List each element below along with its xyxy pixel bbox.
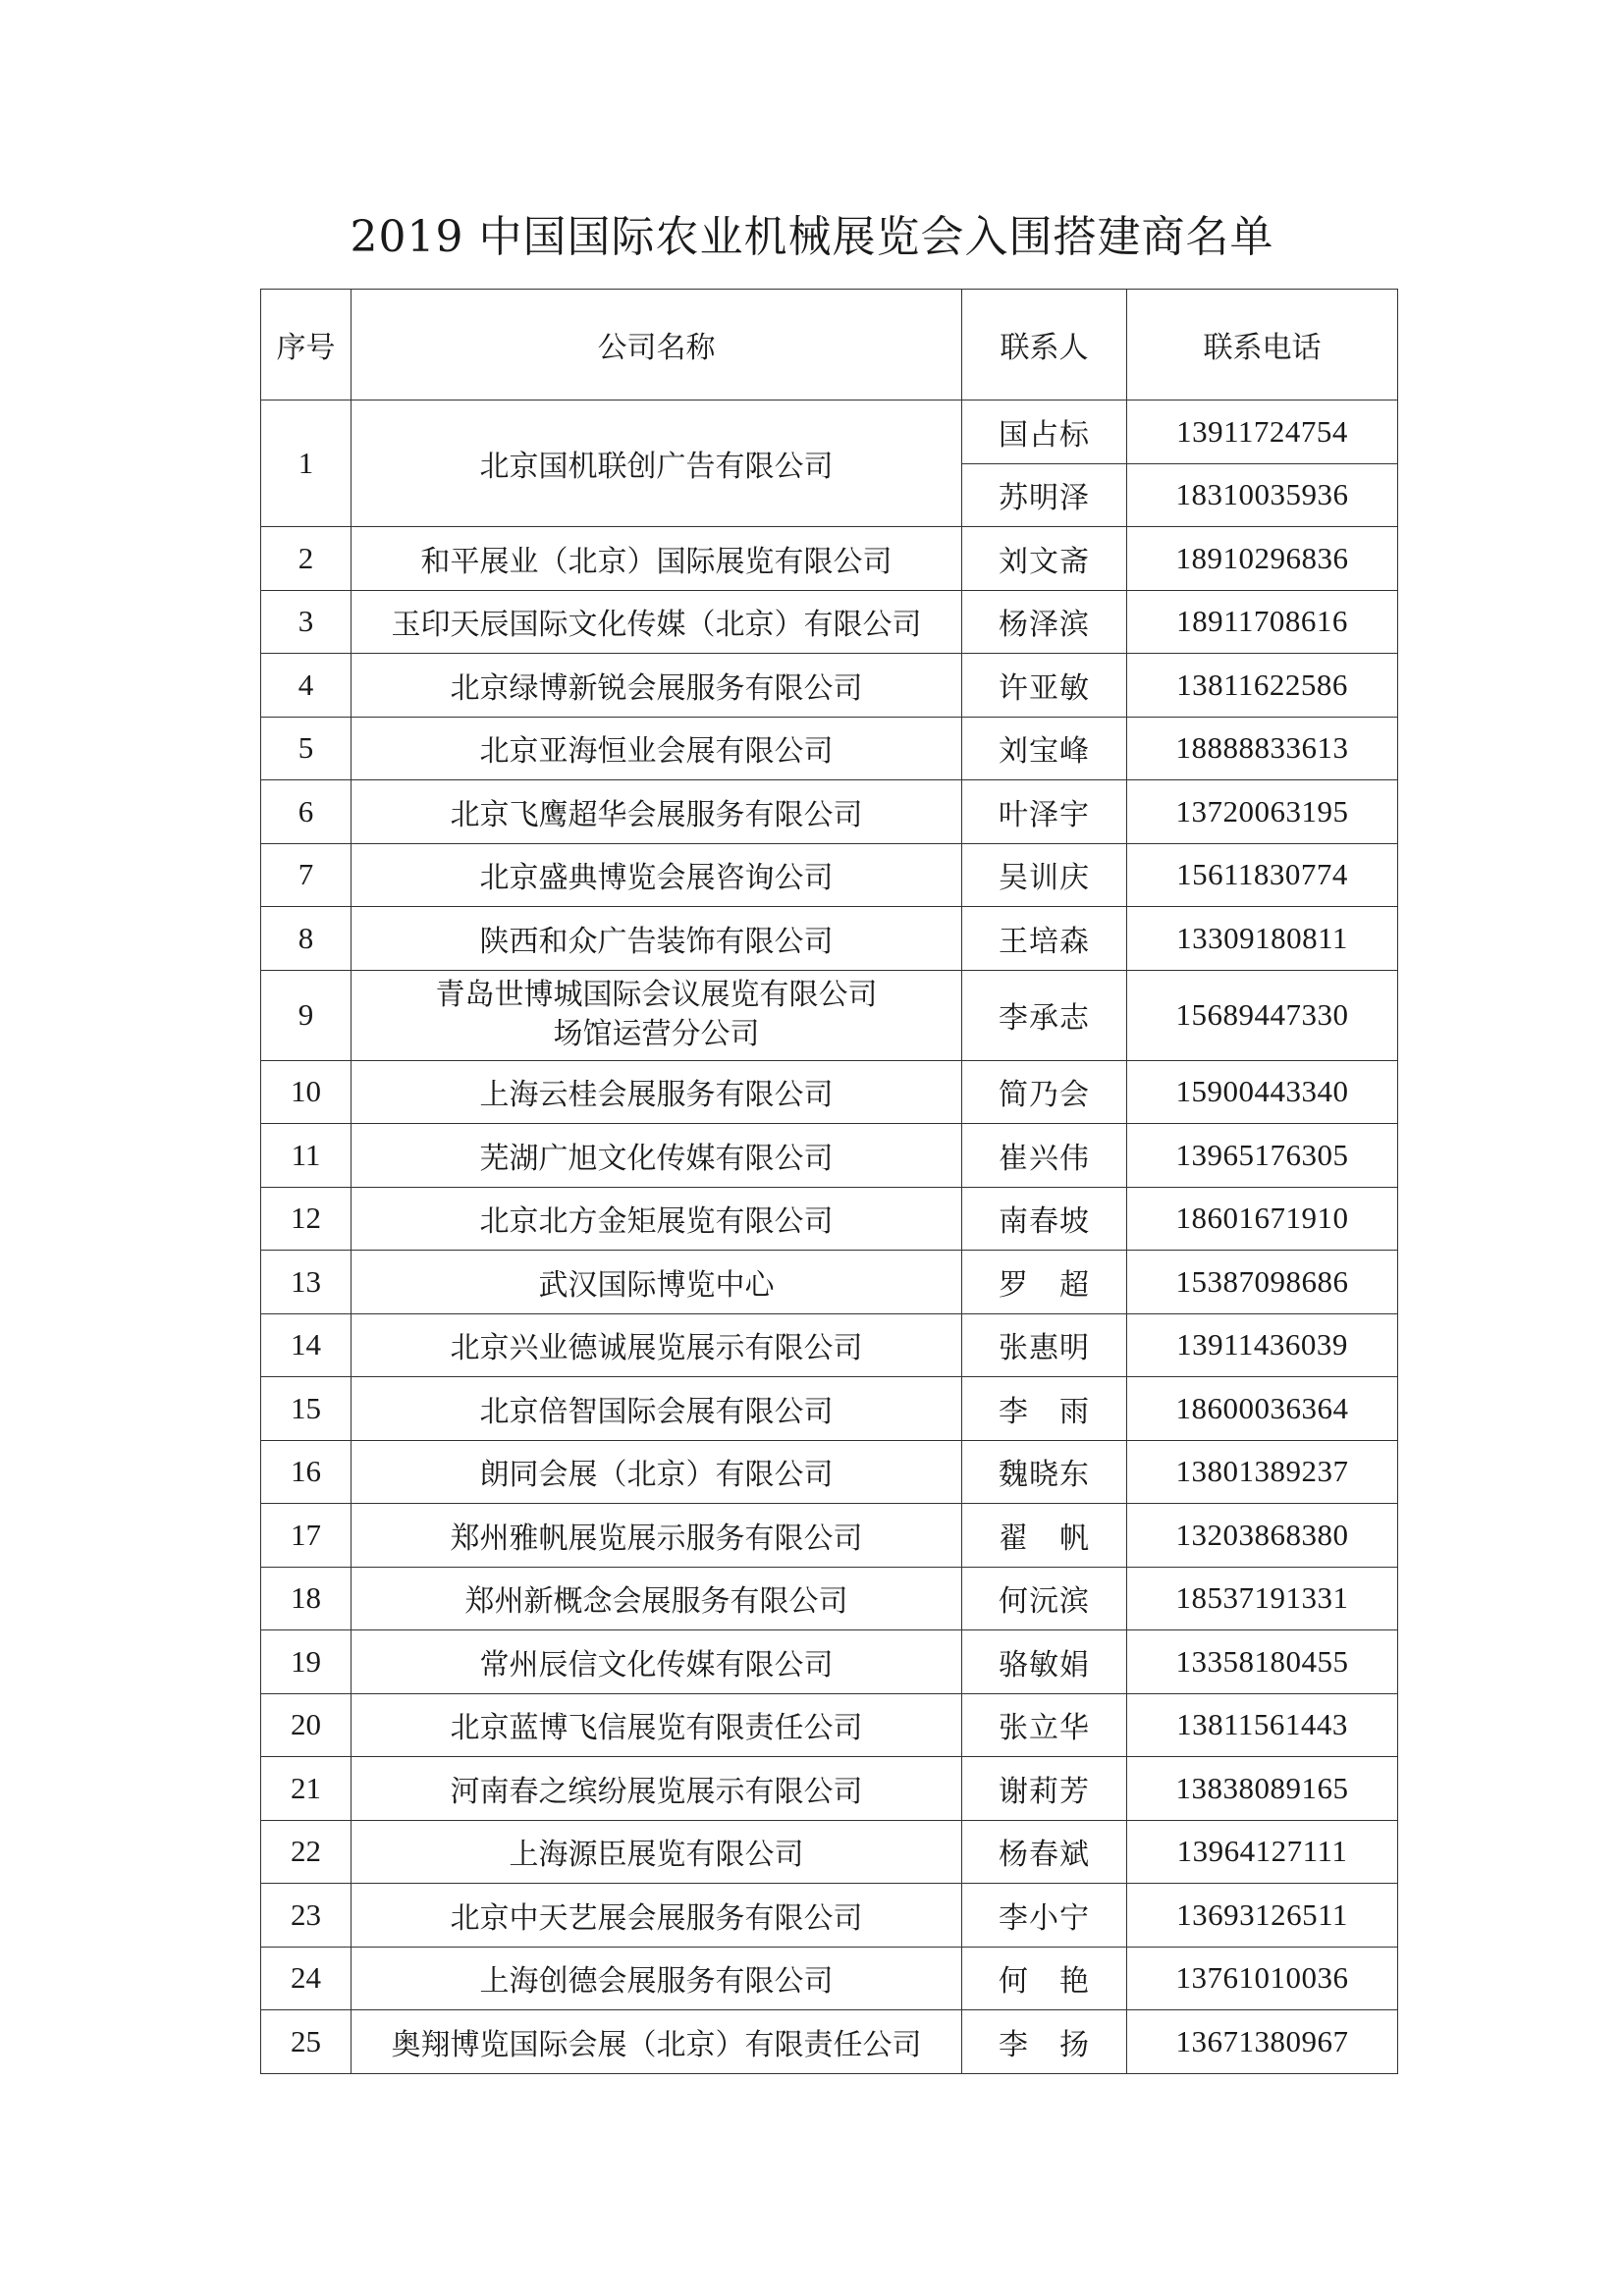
header-phone: 联系电话: [1127, 290, 1398, 400]
phone-cell: 13801389237: [1127, 1440, 1398, 1504]
phone-cell: 13671380967: [1127, 2010, 1398, 2074]
seq-cell: 17: [261, 1504, 352, 1568]
company-cell: 常州辰信文化传媒有限公司: [352, 1630, 962, 1694]
phone-cell: 15611830774: [1127, 843, 1398, 907]
table-row: [261, 1693, 1398, 1757]
company-cell: 朗同会展（北京）有限公司: [352, 1440, 962, 1504]
table-row: [261, 970, 1398, 1060]
contact-cell: 刘文斋: [962, 527, 1127, 591]
company-cell: 北京蓝博飞信展览有限责任公司: [352, 1693, 962, 1757]
company-cell: [352, 970, 962, 1060]
company-cell: 奥翔博览国际会展（北京）有限责任公司: [352, 2010, 962, 2074]
phone-cell: 13911724754: [1127, 400, 1398, 464]
phone-cell: 13964127111: [1127, 1820, 1398, 1884]
contact-cell: 杨泽滨: [962, 590, 1127, 654]
table-row: [261, 1947, 1398, 2010]
phone-cell: 15387098686: [1127, 1251, 1398, 1314]
phone-cell: 13811622586: [1127, 654, 1398, 718]
phone-cell: 18911708616: [1127, 590, 1398, 654]
seq-cell: 8: [261, 907, 352, 971]
table-row: [261, 1187, 1398, 1251]
table-row: [261, 907, 1398, 971]
phone-cell: 18601671910: [1127, 1187, 1398, 1251]
table-row: [261, 1377, 1398, 1441]
company-cell: 上海创德会展服务有限公司: [352, 1947, 962, 2010]
phone-cell: 18310035936: [1127, 463, 1398, 527]
contact-cell: 刘宝峰: [962, 717, 1127, 780]
contact-cell: 张立华: [962, 1693, 1127, 1757]
company-cell: 和平展业（北京）国际展览有限公司: [352, 527, 962, 591]
phone-cell: 13761010036: [1127, 1947, 1398, 2010]
contact-cell: 南春坡: [962, 1187, 1127, 1251]
company-cell: 北京倍智国际会展有限公司: [352, 1377, 962, 1441]
seq-cell: 1: [261, 400, 352, 527]
table-row: [261, 1313, 1398, 1377]
contact-cell: 李 雨: [962, 1377, 1127, 1441]
company-cell: 上海云桂会展服务有限公司: [352, 1060, 962, 1124]
company-cell: 郑州新概念会展服务有限公司: [352, 1567, 962, 1630]
company-cell: 北京北方金矩展览有限公司: [352, 1187, 962, 1251]
contact-cell: 罗 超: [962, 1251, 1127, 1314]
table-row: [261, 1884, 1398, 1948]
table-row: [261, 1567, 1398, 1630]
contact-cell: 吴训庆: [962, 843, 1127, 907]
company-cell: 芜湖广旭文化传媒有限公司: [352, 1124, 962, 1188]
table-row: [261, 590, 1398, 654]
phone-cell: 13811561443: [1127, 1693, 1398, 1757]
phone-cell: 13693126511: [1127, 1884, 1398, 1948]
phone-cell: 13838089165: [1127, 1757, 1398, 1821]
contact-cell: 翟 帆: [962, 1504, 1127, 1568]
company-cell: 河南春之缤纷展览展示有限公司: [352, 1757, 962, 1821]
seq-cell: 3: [261, 590, 352, 654]
table-row: [261, 717, 1398, 780]
phone-cell: 13203868380: [1127, 1504, 1398, 1568]
table-row: [261, 1630, 1398, 1694]
seq-cell: 22: [261, 1820, 352, 1884]
seq-cell: 18: [261, 1567, 352, 1630]
seq-cell: 9: [261, 970, 352, 1060]
seq-cell: 13: [261, 1251, 352, 1314]
table-row: [261, 1060, 1398, 1124]
company-cell: 陕西和众广告装饰有限公司: [352, 907, 962, 971]
phone-cell: 15900443340: [1127, 1060, 1398, 1124]
company-cell: 北京中天艺展会展服务有限公司: [352, 1884, 962, 1948]
table-row: [261, 843, 1398, 907]
contact-cell: 魏晓东: [962, 1440, 1127, 1504]
seq-cell: 24: [261, 1947, 352, 2010]
seq-cell: 6: [261, 780, 352, 844]
table-row: [261, 1251, 1398, 1314]
contact-cell: 骆敏娟: [962, 1630, 1127, 1694]
seq-cell: 21: [261, 1757, 352, 1821]
company-cell: 武汉国际博览中心: [352, 1251, 962, 1314]
table-row: [261, 780, 1398, 844]
company-cell: 北京盛典博览会展咨询公司: [352, 843, 962, 907]
table-row: [261, 1504, 1398, 1568]
company-cell: 北京绿博新锐会展服务有限公司: [352, 654, 962, 718]
seq-cell: 15: [261, 1377, 352, 1441]
contact-cell: 苏明泽: [962, 463, 1127, 527]
table-row: [261, 1440, 1398, 1504]
seq-cell: 20: [261, 1693, 352, 1757]
table-row: [261, 527, 1398, 591]
seq-cell: 25: [261, 2010, 352, 2074]
table-row: [261, 1124, 1398, 1188]
page-title: 2019 中国国际农业机械展览会入围搭建商名单: [350, 212, 1274, 262]
table-header-row: [261, 290, 1398, 400]
contact-cell: 叶泽宇: [962, 780, 1127, 844]
phone-cell: 13965176305: [1127, 1124, 1398, 1188]
contact-cell: 张惠明: [962, 1313, 1127, 1377]
seq-cell: 10: [261, 1060, 352, 1124]
seq-cell: 7: [261, 843, 352, 907]
phone-cell: 18910296836: [1127, 527, 1398, 591]
contact-cell: 李承志: [962, 970, 1127, 1060]
header-seq: 序号: [261, 290, 352, 400]
contact-cell: 何 艳: [962, 1947, 1127, 2010]
seq-cell: 2: [261, 527, 352, 591]
table-row: [261, 400, 1398, 464]
company-cell: 北京飞鹰超华会展服务有限公司: [352, 780, 962, 844]
phone-cell: 13911436039: [1127, 1313, 1398, 1377]
contact-cell: 王培森: [962, 907, 1127, 971]
contact-cell: 谢莉芳: [962, 1757, 1127, 1821]
phone-cell: 13309180811: [1127, 907, 1398, 971]
table-row: [261, 1820, 1398, 1884]
contact-cell: 崔兴伟: [962, 1124, 1127, 1188]
seq-cell: 16: [261, 1440, 352, 1504]
contact-cell: 简乃会: [962, 1060, 1127, 1124]
company-cell: 郑州雅帆展览展示服务有限公司: [352, 1504, 962, 1568]
header-company: 公司名称: [352, 290, 962, 400]
contact-cell: 李小宁: [962, 1884, 1127, 1948]
seq-cell: 23: [261, 1884, 352, 1948]
table-row: [261, 2010, 1398, 2074]
company-cell: 玉印天辰国际文化传媒（北京）有限公司: [352, 590, 962, 654]
seq-cell: 5: [261, 717, 352, 780]
phone-cell: 13358180455: [1127, 1630, 1398, 1694]
phone-cell: 13720063195: [1127, 780, 1398, 844]
seq-cell: 4: [261, 654, 352, 718]
header-contact: 联系人: [962, 290, 1127, 400]
seq-cell: 12: [261, 1187, 352, 1251]
phone-cell: 18537191331: [1127, 1567, 1398, 1630]
company-cell: 北京亚海恒业会展有限公司: [352, 717, 962, 780]
contact-cell: 国占标: [962, 400, 1127, 464]
phone-cell: 18888833613: [1127, 717, 1398, 780]
company-line-1: 青岛世博城国际会议展览有限公司: [435, 978, 878, 1012]
phone-cell: 18600036364: [1127, 1377, 1398, 1441]
seq-cell: 19: [261, 1630, 352, 1694]
contact-cell: 何沅滨: [962, 1567, 1127, 1630]
seq-cell: 11: [261, 1124, 352, 1188]
company-cell: 上海源臣展览有限公司: [352, 1820, 962, 1884]
table-row: [261, 654, 1398, 718]
contractor-table: [260, 289, 1398, 2074]
company-cell: 北京兴业德诚展览展示有限公司: [352, 1313, 962, 1377]
company-cell: 北京国机联创广告有限公司: [352, 400, 962, 527]
contact-cell: 许亚敏: [962, 654, 1127, 718]
seq-cell: 14: [261, 1313, 352, 1377]
contact-cell: 李 扬: [962, 2010, 1127, 2074]
table-row: [261, 1757, 1398, 1821]
contact-cell: 杨春斌: [962, 1820, 1127, 1884]
phone-cell: 15689447330: [1127, 970, 1398, 1060]
company-line-2: 场馆运营分公司: [553, 1017, 760, 1051]
